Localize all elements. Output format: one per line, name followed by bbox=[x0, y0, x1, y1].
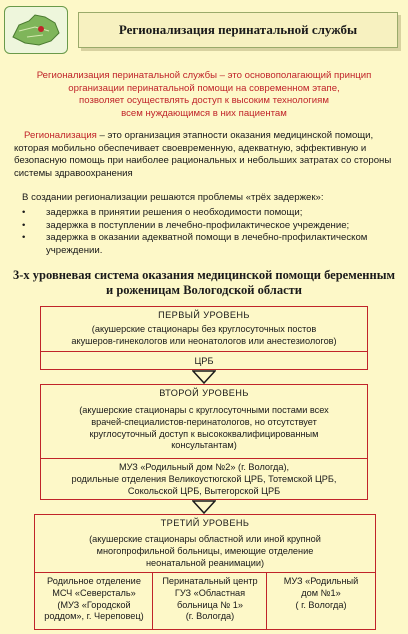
level-2-desc-line: круглосуточный доступ к высококвалифицированным bbox=[89, 428, 319, 439]
list-item-text: задержка в оказании адекватной помощи в лечебно-профилактическом учреждении. bbox=[46, 232, 368, 256]
level-1-box bbox=[40, 306, 368, 370]
bullet-icon: • bbox=[22, 207, 26, 218]
list-item bbox=[22, 220, 394, 233]
lead-line: организации перинатальной помощи на современном этапе, bbox=[68, 82, 340, 94]
definition-line: помощи, которая мобильно обеспечивает своевременную, адекватную, bbox=[14, 130, 374, 154]
facility-line: (МУЗ «Городской bbox=[57, 599, 131, 610]
level-3-facility-perinatal-center bbox=[154, 576, 266, 623]
facility-line: (г. Вологда) bbox=[185, 611, 235, 622]
level-1-desc-line: (акушерские стационары без круглосуточных постов bbox=[91, 324, 317, 334]
list-item-text: задержка в принятии решения о необходимости помощи; bbox=[46, 207, 303, 218]
divider bbox=[35, 572, 375, 573]
level-1-title: ПЕРВЫЙ УРОВЕНЬ bbox=[158, 310, 250, 320]
divider bbox=[266, 572, 267, 629]
definition-line: затратах со стороны системы здравоохранения bbox=[14, 155, 392, 179]
lead-line: всем нуждающимся в них пациентам bbox=[121, 107, 287, 119]
page-title: Регионализация перинатальной службы bbox=[78, 12, 398, 48]
level-2-facility-line: МУЗ «Родильный дом №2» (г. Вологда), bbox=[118, 462, 290, 472]
level-1-desc-line: акушеров-гинекологов или неонатологов или анестезиологов) bbox=[71, 335, 337, 346]
arrow-down-icon bbox=[192, 370, 216, 384]
divider bbox=[152, 572, 153, 629]
level-1-facility: ЦРБ bbox=[194, 356, 214, 366]
facility-line: дом №1» bbox=[301, 587, 341, 598]
level-2-description bbox=[41, 405, 367, 452]
level-2-desc-line: врачей-специалистов-перинатологов, но отсутствует bbox=[91, 416, 317, 427]
facility-line: Родильное отделение bbox=[47, 576, 141, 586]
definition-paragraph bbox=[14, 130, 394, 180]
bullet-icon: • bbox=[22, 232, 26, 243]
definition-line: – это организация этапности оказания медицинской bbox=[96, 130, 333, 141]
level-2-title: ВТОРОЙ УРОВЕНЬ bbox=[159, 388, 249, 398]
problems-intro: В создании регионализации решаются проблемы «трёх задержек»: bbox=[22, 192, 324, 203]
list-item bbox=[22, 232, 394, 257]
map-logo-icon bbox=[4, 6, 68, 54]
problems-list bbox=[22, 207, 394, 257]
list-item-text: задержка в поступлении в лечебно-профилактическое учреждение; bbox=[46, 219, 350, 231]
level-3-box bbox=[34, 514, 376, 630]
lead-line: Регионализация перинатальной службы – это основополагающий принцип bbox=[36, 70, 372, 81]
lead-line: позволяет осуществлять доступ к высоким технологиям bbox=[79, 95, 329, 106]
level-3-facility-cherepovets bbox=[37, 576, 151, 623]
bullet-icon: • bbox=[22, 219, 26, 231]
level-3-title: ТРЕТИЙ УРОВЕНЬ bbox=[160, 518, 250, 528]
level-2-facilities bbox=[41, 462, 367, 497]
facility-line: МУЗ «Родильный bbox=[283, 576, 359, 586]
level-3-desc-line: неонатальной реанимации) bbox=[145, 557, 265, 568]
level-3-desc-line: многопрофильной больницы, имеющие отделение bbox=[96, 545, 314, 556]
header bbox=[0, 0, 408, 60]
level-2-desc-line: (акушерские стационары с круглосуточными постами всех bbox=[79, 405, 329, 415]
lead-statement bbox=[20, 70, 388, 120]
system-title-line: и роженицам Вологодской области bbox=[106, 283, 302, 297]
level-3-facility-maternity-1 bbox=[268, 576, 374, 611]
level-2-box bbox=[40, 384, 368, 500]
system-title-line: 3-х уровневая система оказания медицинской помощи беременным bbox=[13, 268, 395, 282]
divider bbox=[41, 351, 367, 352]
level-2-facility-line: родильные отделения Великоустюгской ЦРБ, Тотемской ЦРБ, bbox=[71, 473, 337, 484]
level-3-desc-line: (акушерские стационары областной или иной крупной bbox=[89, 534, 321, 544]
divider bbox=[41, 458, 367, 459]
arrow-down-icon bbox=[192, 500, 216, 514]
level-2-desc-line: консультантам) bbox=[171, 440, 237, 451]
level-3-description bbox=[35, 534, 375, 569]
level-1-description bbox=[41, 324, 367, 348]
system-title bbox=[10, 268, 398, 298]
definition-line: эффективную и безопасную помощь при наиболее рациональных и небольших bbox=[14, 142, 367, 166]
definition-term: Регионализация bbox=[24, 130, 97, 141]
level-2-facility-line: Сокольской ЦРБ, Вытегорской ЦРБ bbox=[127, 485, 281, 496]
facility-line: Перинатальный центр bbox=[162, 576, 258, 586]
facility-line: ГУЗ «Областная bbox=[174, 587, 246, 598]
facility-line: МСЧ «Северсталь» bbox=[52, 587, 136, 598]
list-item bbox=[22, 207, 394, 220]
facility-line: роддом», г. Череповец) bbox=[44, 611, 144, 622]
facility-line: ( г. Вологда) bbox=[295, 599, 347, 610]
facility-line: больница № 1» bbox=[176, 599, 244, 610]
